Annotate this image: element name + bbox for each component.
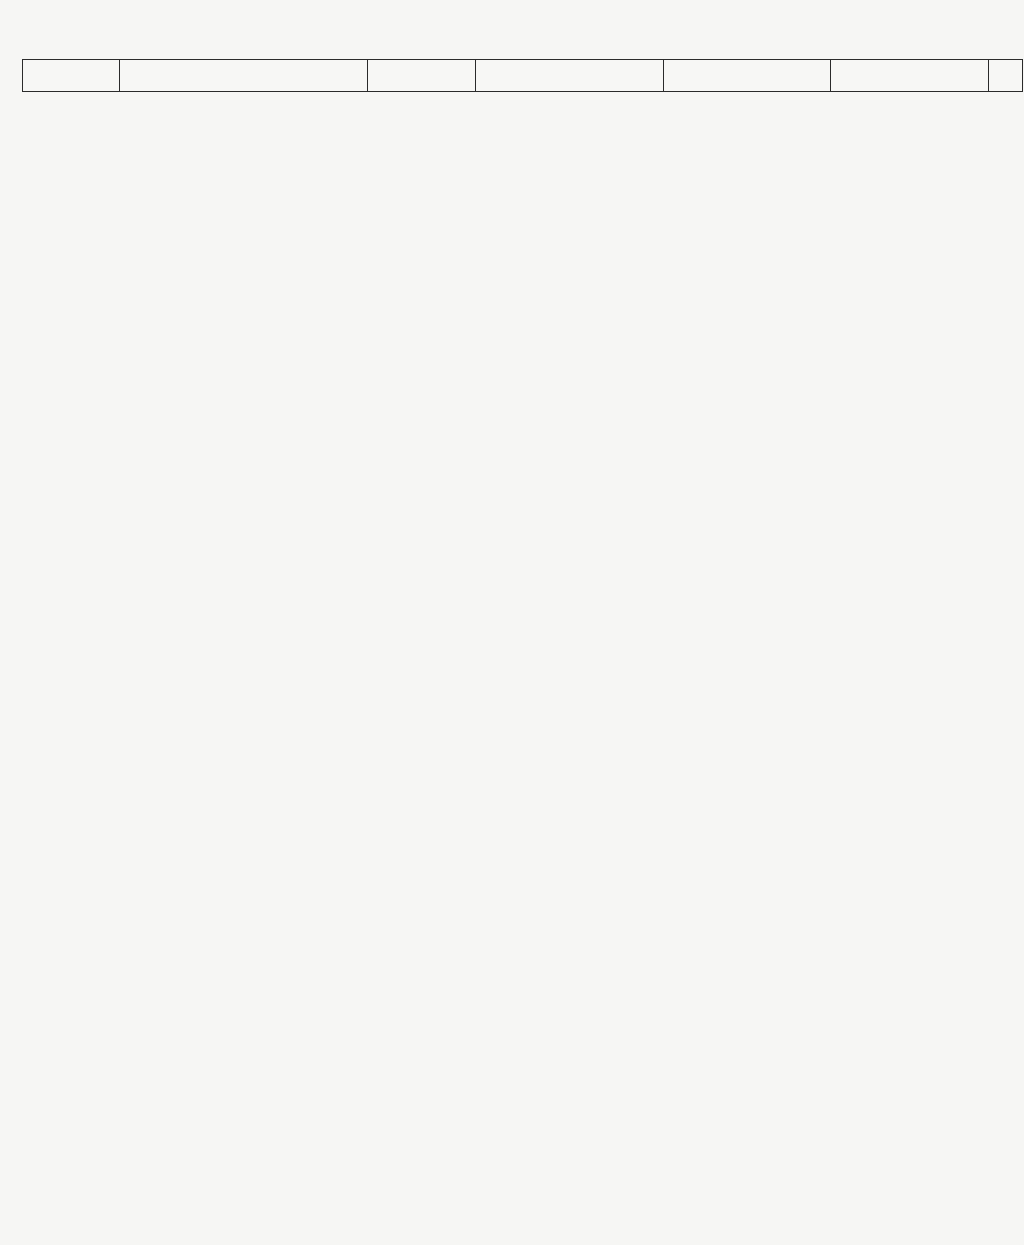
entry-table-top [22, 59, 1023, 92]
col-header-main-hand [664, 60, 831, 92]
col-header-hull-colour [368, 60, 476, 92]
col-header-yacht-name [120, 60, 368, 92]
col-header-spare [989, 60, 1023, 92]
header-row [23, 60, 1023, 92]
col-header-forward-hand [831, 60, 989, 92]
col-header-sail-no [23, 60, 120, 92]
col-header-helmsperson [476, 60, 664, 92]
